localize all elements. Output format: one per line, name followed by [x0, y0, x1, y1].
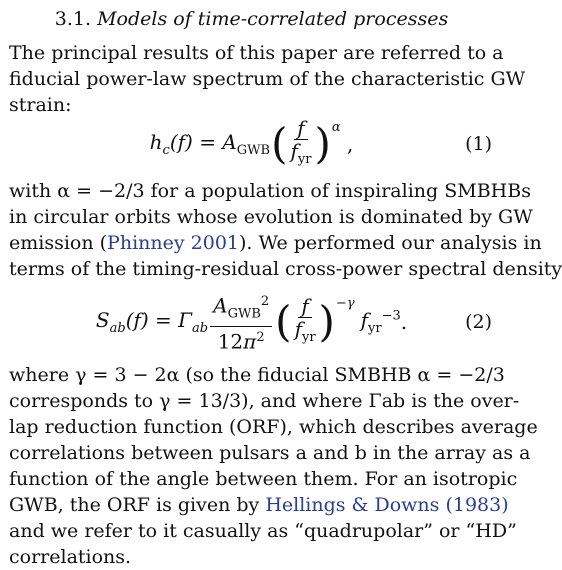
fraction: $\frac{f}{f_{yr}}$	[294, 294, 316, 345]
paragraph-line: lap reduction function (ORF), which describes average	[9, 416, 538, 438]
paragraph-line: where γ = 3 − 2α (so the fiducial SMBHB α = −2/3	[9, 364, 505, 386]
paragraph-line: terms of the timing-residual cross-power spectral density	[9, 258, 562, 280]
paragraph-line: GWB, the ORF is given by Hellings & Downs (1983)	[9, 494, 509, 516]
equation-number: (2)	[465, 311, 492, 333]
equation-2: $S_{ab}(f) = \Gamma_{ab}$ $\frac{A_{GWB}^2}{12\pi^2}$ ( $\frac{f}{f_{yr}}$ ) $^{-\gamma}$ $f_{yr}^{-3}$ . (2)	[9, 290, 494, 354]
paragraph-line: correlations.	[9, 546, 132, 568]
paragraph-line: fiducial power-law spectrum of the characteristic GW	[9, 68, 526, 90]
citation-link[interactable]: Hellings & Downs (1983)	[265, 494, 509, 516]
section-title: Models of time-correlated processes	[97, 8, 449, 30]
section-number: 3.1.	[54, 8, 92, 30]
section-heading	[9, 6, 494, 32]
paragraph-line: function of the angle between them. For an isotropic	[9, 468, 518, 490]
paragraph-line: in circular orbits whose evolution is dominated by GW	[9, 206, 533, 228]
paragraph-line: with α = −2/3 for a population of inspiraling SMBHBs	[9, 180, 531, 202]
paragraph-line: emission (Phinney 2001). We performed our analysis in	[9, 232, 542, 254]
equation-number: (1)	[465, 133, 492, 155]
paragraph-line: strain:	[9, 94, 72, 116]
fraction: $\frac{f}{f_{yr}}$	[290, 116, 312, 167]
paragraph-line: The principal results of this paper are referred to a	[9, 42, 504, 64]
equation-1: $h_c(f) = A_{GWB}$ ( $\frac{f}{f_{yr}}$ ) $^\alpha$ , (1)	[9, 114, 494, 174]
fraction: $\frac{A_{GWB}^2}{12\pi^2}$	[210, 291, 272, 352]
paragraph-line: corresponds to γ = 13/3), and where Γab is the over-	[9, 390, 520, 412]
paragraph-line: correlations between pulsars a and b in the array as a	[9, 442, 531, 464]
paragraph-line: and we refer to it casually as “quadrupolar” or “HD”	[9, 520, 517, 542]
citation-link[interactable]: Phinney 2001	[107, 232, 239, 254]
